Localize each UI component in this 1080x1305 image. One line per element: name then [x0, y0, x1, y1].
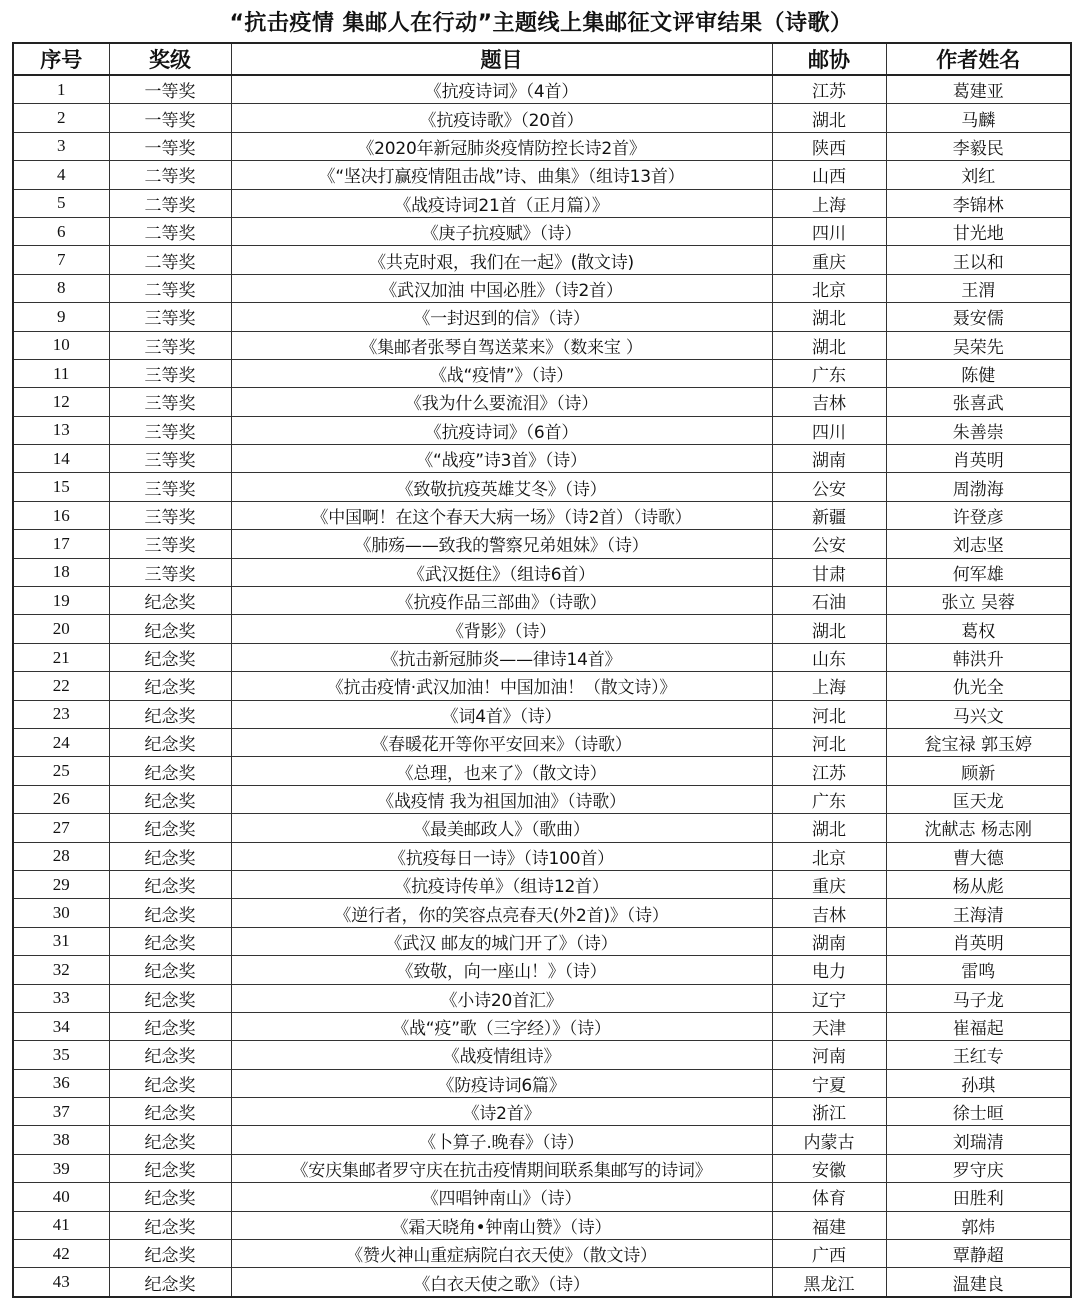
cell-association: 公安 — [772, 473, 886, 501]
cell-award: 三等奖 — [109, 530, 231, 558]
column-header-index: 序号 — [13, 43, 109, 75]
cell-title: 《战疫诗词21首（正月篇）》 — [231, 189, 772, 217]
table-row — [13, 984, 1071, 1012]
cell-author: 王红专 — [886, 1041, 1071, 1069]
cell-title: 《2020年新冠肺炎疫情防控长诗2首》 — [231, 132, 772, 160]
cell-author: 甘光地 — [886, 217, 1071, 245]
table-row — [13, 359, 1071, 387]
cell-index: 12 — [13, 388, 109, 416]
table-row — [13, 75, 1071, 104]
cell-association: 四川 — [772, 217, 886, 245]
cell-index: 2 — [13, 104, 109, 132]
document-title: “抗击疫情 集邮人在行动”主题线上集邮征文评审结果（诗歌） — [229, 11, 853, 36]
cell-title: 《战疫情组诗》 — [231, 1041, 772, 1069]
table-row — [13, 1211, 1071, 1239]
cell-author: 陈健 — [886, 359, 1071, 387]
cell-title: 《武汉 邮友的城门开了》（诗） — [231, 927, 772, 955]
cell-author: 张喜武 — [886, 388, 1071, 416]
cell-association: 内蒙古 — [772, 1126, 886, 1154]
cell-title: 《抗疫诗传单》（组诗12首） — [231, 870, 772, 898]
cell-association: 甘肃 — [772, 558, 886, 586]
cell-author: 仇光全 — [886, 672, 1071, 700]
cell-index: 15 — [13, 473, 109, 501]
column-header-title: 题目 — [231, 43, 772, 75]
cell-award: 纪念奖 — [109, 927, 231, 955]
cell-index: 42 — [13, 1240, 109, 1268]
table-row — [13, 530, 1071, 558]
header-row — [13, 43, 1071, 75]
cell-title: 《致敬抗疫英雄艾冬》（诗） — [231, 473, 772, 501]
cell-author: 沈献志 杨志刚 — [886, 814, 1071, 842]
cell-award: 纪念奖 — [109, 870, 231, 898]
cell-association: 北京 — [772, 274, 886, 302]
cell-author: 葛建亚 — [886, 75, 1071, 104]
cell-title: 《赞火神山重症病院白衣天使》（散文诗） — [231, 1240, 772, 1268]
cell-award: 纪念奖 — [109, 1069, 231, 1097]
cell-index: 14 — [13, 445, 109, 473]
table-row — [13, 189, 1071, 217]
cell-award: 纪念奖 — [109, 1098, 231, 1126]
cell-author: 朱善崇 — [886, 416, 1071, 444]
cell-award: 二等奖 — [109, 217, 231, 245]
table-row — [13, 672, 1071, 700]
cell-author: 许登彦 — [886, 501, 1071, 529]
table-row — [13, 445, 1071, 473]
cell-index: 8 — [13, 274, 109, 302]
cell-index: 36 — [13, 1069, 109, 1097]
cell-award: 一等奖 — [109, 75, 231, 104]
cell-award: 纪念奖 — [109, 587, 231, 615]
cell-title: 《抗疫作品三部曲》（诗歌） — [231, 587, 772, 615]
cell-author: 雷鸣 — [886, 956, 1071, 984]
cell-association: 福建 — [772, 1211, 886, 1239]
cell-index: 9 — [13, 303, 109, 331]
cell-index: 6 — [13, 217, 109, 245]
cell-award: 三等奖 — [109, 331, 231, 359]
cell-author: 郭炜 — [886, 1211, 1071, 1239]
cell-index: 11 — [13, 359, 109, 387]
cell-award: 纪念奖 — [109, 984, 231, 1012]
cell-award: 三等奖 — [109, 388, 231, 416]
table-row — [13, 728, 1071, 756]
table-row — [13, 1240, 1071, 1268]
cell-association: 河南 — [772, 1041, 886, 1069]
cell-index: 13 — [13, 416, 109, 444]
cell-award: 三等奖 — [109, 416, 231, 444]
cell-title: 《战“疫”歌（三字经）》（诗） — [231, 1012, 772, 1040]
cell-association: 黑龙江 — [772, 1268, 886, 1297]
cell-award: 纪念奖 — [109, 1268, 231, 1297]
cell-index: 24 — [13, 728, 109, 756]
cell-index: 32 — [13, 956, 109, 984]
cell-index: 27 — [13, 814, 109, 842]
column-header-association: 邮协 — [772, 43, 886, 75]
cell-award: 一等奖 — [109, 104, 231, 132]
cell-index: 29 — [13, 870, 109, 898]
cell-association: 河北 — [772, 728, 886, 756]
cell-author: 刘瑞清 — [886, 1126, 1071, 1154]
cell-title: 《总理，也来了》（散文诗） — [231, 757, 772, 785]
cell-index: 17 — [13, 530, 109, 558]
cell-index: 21 — [13, 643, 109, 671]
cell-index: 38 — [13, 1126, 109, 1154]
cell-association: 宁夏 — [772, 1069, 886, 1097]
cell-award: 三等奖 — [109, 359, 231, 387]
cell-index: 33 — [13, 984, 109, 1012]
table-row — [13, 161, 1071, 189]
cell-association: 重庆 — [772, 870, 886, 898]
cell-author: 李锦林 — [886, 189, 1071, 217]
table-row — [13, 615, 1071, 643]
cell-association: 吉林 — [772, 388, 886, 416]
table-row — [13, 870, 1071, 898]
cell-author: 曹大德 — [886, 842, 1071, 870]
cell-author: 肖英明 — [886, 445, 1071, 473]
table-row — [13, 303, 1071, 331]
cell-index: 4 — [13, 161, 109, 189]
cell-title: 《抗疫诗词》（6首） — [231, 416, 772, 444]
cell-author: 马子龙 — [886, 984, 1071, 1012]
table-row — [13, 246, 1071, 274]
cell-award: 纪念奖 — [109, 1240, 231, 1268]
cell-award: 一等奖 — [109, 132, 231, 160]
cell-author: 肖英明 — [886, 927, 1071, 955]
table-row — [13, 814, 1071, 842]
cell-author: 温建良 — [886, 1268, 1071, 1297]
cell-title: 《词4首》（诗） — [231, 700, 772, 728]
cell-title: 《“战疫”诗3首》（诗） — [231, 445, 772, 473]
cell-award: 纪念奖 — [109, 643, 231, 671]
cell-author: 葛权 — [886, 615, 1071, 643]
cell-association: 上海 — [772, 189, 886, 217]
cell-title: 《春暖花开等你平安回来》（诗歌） — [231, 728, 772, 756]
cell-award: 纪念奖 — [109, 672, 231, 700]
cell-index: 20 — [13, 615, 109, 643]
cell-award: 纪念奖 — [109, 1012, 231, 1040]
cell-association: 公安 — [772, 530, 886, 558]
cell-title: 《四唱钟南山》（诗） — [231, 1183, 772, 1211]
cell-association: 上海 — [772, 672, 886, 700]
cell-award: 二等奖 — [109, 246, 231, 274]
table-row — [13, 899, 1071, 927]
cell-title: 《卜算子.晚春》（诗） — [231, 1126, 772, 1154]
cell-title: 《抗疫诗歌》（20首） — [231, 104, 772, 132]
cell-title: 《抗疫诗词》（4首） — [231, 75, 772, 104]
cell-author: 刘志坚 — [886, 530, 1071, 558]
column-header-award: 奖级 — [109, 43, 231, 75]
table-row — [13, 331, 1071, 359]
cell-title: 《武汉挺住》（组诗6首） — [231, 558, 772, 586]
table-row — [13, 1012, 1071, 1040]
cell-title: 《安庆集邮者罗守庆在抗击疫情期间联系集邮写的诗词》 — [231, 1154, 772, 1182]
cell-title: 《白衣天使之歌》（诗） — [231, 1268, 772, 1297]
cell-title: 《庚子抗疫赋》（诗） — [231, 217, 772, 245]
cell-award: 纪念奖 — [109, 814, 231, 842]
table-row — [13, 927, 1071, 955]
cell-award: 三等奖 — [109, 501, 231, 529]
cell-association: 江苏 — [772, 757, 886, 785]
cell-association: 广西 — [772, 1240, 886, 1268]
table-row — [13, 1183, 1071, 1211]
cell-index: 41 — [13, 1211, 109, 1239]
cell-title: 《中国啊！在这个春天大病一场》（诗2首）（诗歌） — [231, 501, 772, 529]
cell-award: 纪念奖 — [109, 1041, 231, 1069]
cell-index: 39 — [13, 1154, 109, 1182]
table-row — [13, 274, 1071, 302]
cell-title: 《逆行者，你的笑容点亮春天(外2首)》（诗） — [231, 899, 772, 927]
results-document — [12, 6, 1070, 1298]
cell-award: 纪念奖 — [109, 728, 231, 756]
cell-association: 体育 — [772, 1183, 886, 1211]
cell-index: 26 — [13, 785, 109, 813]
cell-index: 3 — [13, 132, 109, 160]
table-row — [13, 1098, 1071, 1126]
cell-association: 重庆 — [772, 246, 886, 274]
cell-association: 安徽 — [772, 1154, 886, 1182]
cell-title: 《战“疫情”》（诗） — [231, 359, 772, 387]
cell-title: 《致敬，向一座山！》（诗） — [231, 956, 772, 984]
cell-title: 《最美邮政人》（歌曲） — [231, 814, 772, 842]
cell-index: 35 — [13, 1041, 109, 1069]
cell-title: 《我为什么要流泪》（诗） — [231, 388, 772, 416]
cell-index: 18 — [13, 558, 109, 586]
cell-association: 广东 — [772, 785, 886, 813]
table-row — [13, 501, 1071, 529]
cell-index: 31 — [13, 927, 109, 955]
cell-title: 《防疫诗词6篇》 — [231, 1069, 772, 1097]
cell-author: 瓮宝禄 郭玉婷 — [886, 728, 1071, 756]
cell-association: 广东 — [772, 359, 886, 387]
table-header — [13, 43, 1071, 75]
cell-association: 河北 — [772, 700, 886, 728]
cell-title: 《抗疫每日一诗》（诗100首） — [231, 842, 772, 870]
table-row — [13, 1268, 1071, 1297]
table-row — [13, 473, 1071, 501]
cell-author: 吴荣先 — [886, 331, 1071, 359]
cell-association: 陕西 — [772, 132, 886, 160]
cell-author: 刘红 — [886, 161, 1071, 189]
cell-award: 纪念奖 — [109, 700, 231, 728]
cell-title: 《战疫情 我为祖国加油》（诗歌） — [231, 785, 772, 813]
cell-award: 纪念奖 — [109, 1183, 231, 1211]
cell-author: 顾新 — [886, 757, 1071, 785]
cell-index: 37 — [13, 1098, 109, 1126]
cell-author: 王渭 — [886, 274, 1071, 302]
cell-author: 李毅民 — [886, 132, 1071, 160]
cell-association: 新疆 — [772, 501, 886, 529]
table-row — [13, 757, 1071, 785]
table-row — [13, 643, 1071, 671]
cell-award: 三等奖 — [109, 558, 231, 586]
cell-author: 张立 吴蓉 — [886, 587, 1071, 615]
table-row — [13, 1069, 1071, 1097]
cell-award: 纪念奖 — [109, 757, 231, 785]
table-body — [13, 75, 1071, 1297]
cell-award: 三等奖 — [109, 303, 231, 331]
cell-author: 聂安儒 — [886, 303, 1071, 331]
cell-association: 吉林 — [772, 899, 886, 927]
table-row — [13, 1041, 1071, 1069]
cell-award: 二等奖 — [109, 189, 231, 217]
cell-association: 湖北 — [772, 814, 886, 842]
cell-index: 5 — [13, 189, 109, 217]
cell-association: 电力 — [772, 956, 886, 984]
cell-association: 江苏 — [772, 75, 886, 104]
cell-title: 《小诗20首汇》 — [231, 984, 772, 1012]
cell-association: 山西 — [772, 161, 886, 189]
cell-title: 《肺殇——致我的警察兄弟姐妹》（诗） — [231, 530, 772, 558]
cell-title: 《“坚决打赢疫情阻击战”诗、曲集》（组诗13首） — [231, 161, 772, 189]
column-header-author: 作者姓名 — [886, 43, 1071, 75]
cell-association: 辽宁 — [772, 984, 886, 1012]
cell-index: 34 — [13, 1012, 109, 1040]
cell-author: 马兴文 — [886, 700, 1071, 728]
cell-author: 何军雄 — [886, 558, 1071, 586]
cell-title: 《一封迟到的信》（诗） — [231, 303, 772, 331]
cell-award: 三等奖 — [109, 445, 231, 473]
table-row — [13, 956, 1071, 984]
cell-title: 《霜天晓角•钟南山赞》（诗） — [231, 1211, 772, 1239]
cell-award: 纪念奖 — [109, 785, 231, 813]
cell-title: 《抗击疫情·武汉加油！中国加油！（散文诗）》 — [231, 672, 772, 700]
cell-index: 30 — [13, 899, 109, 927]
table-row — [13, 388, 1071, 416]
cell-title: 《集邮者张琴自驾送菜来》（数来宝 ） — [231, 331, 772, 359]
cell-index: 10 — [13, 331, 109, 359]
cell-index: 22 — [13, 672, 109, 700]
cell-index: 23 — [13, 700, 109, 728]
cell-association: 湖南 — [772, 927, 886, 955]
table-row — [13, 558, 1071, 586]
cell-author: 田胜利 — [886, 1183, 1071, 1211]
cell-index: 19 — [13, 587, 109, 615]
cell-association: 四川 — [772, 416, 886, 444]
cell-award: 纪念奖 — [109, 1126, 231, 1154]
cell-association: 石油 — [772, 587, 886, 615]
cell-author: 徐士晅 — [886, 1098, 1071, 1126]
cell-title: 《共克时艰，我们在一起》(散文诗) — [231, 246, 772, 274]
table-row — [13, 1154, 1071, 1182]
cell-award: 三等奖 — [109, 473, 231, 501]
cell-index: 43 — [13, 1268, 109, 1297]
table-row — [13, 842, 1071, 870]
table-row — [13, 785, 1071, 813]
table-row — [13, 132, 1071, 160]
cell-association: 天津 — [772, 1012, 886, 1040]
cell-author: 杨从彪 — [886, 870, 1071, 898]
cell-association: 湖北 — [772, 303, 886, 331]
cell-association: 湖北 — [772, 104, 886, 132]
cell-award: 纪念奖 — [109, 956, 231, 984]
cell-title: 《背影》（诗） — [231, 615, 772, 643]
cell-author: 王以和 — [886, 246, 1071, 274]
cell-association: 浙江 — [772, 1098, 886, 1126]
table-row — [13, 104, 1071, 132]
cell-award: 纪念奖 — [109, 1154, 231, 1182]
table-row — [13, 1126, 1071, 1154]
cell-title: 《抗击新冠肺炎——律诗14首》 — [231, 643, 772, 671]
cell-author: 马麟 — [886, 104, 1071, 132]
cell-award: 纪念奖 — [109, 899, 231, 927]
cell-association: 山东 — [772, 643, 886, 671]
cell-association: 北京 — [772, 842, 886, 870]
cell-association: 湖北 — [772, 331, 886, 359]
cell-author: 韩洪升 — [886, 643, 1071, 671]
cell-association: 湖北 — [772, 615, 886, 643]
cell-author: 覃静超 — [886, 1240, 1071, 1268]
cell-author: 周渤海 — [886, 473, 1071, 501]
cell-index: 40 — [13, 1183, 109, 1211]
cell-index: 25 — [13, 757, 109, 785]
cell-author: 崔福起 — [886, 1012, 1071, 1040]
cell-award: 二等奖 — [109, 274, 231, 302]
cell-title: 《诗2首》 — [231, 1098, 772, 1126]
cell-award: 纪念奖 — [109, 615, 231, 643]
cell-award: 二等奖 — [109, 161, 231, 189]
cell-award: 纪念奖 — [109, 842, 231, 870]
cell-index: 1 — [13, 75, 109, 104]
cell-index: 7 — [13, 246, 109, 274]
cell-author: 罗守庆 — [886, 1154, 1071, 1182]
results-table — [12, 42, 1072, 1298]
cell-award: 纪念奖 — [109, 1211, 231, 1239]
cell-author: 孙琪 — [886, 1069, 1071, 1097]
cell-title: 《武汉加油 中国必胜》（诗2首） — [231, 274, 772, 302]
cell-association: 湖南 — [772, 445, 886, 473]
table-row — [13, 587, 1071, 615]
cell-index: 28 — [13, 842, 109, 870]
cell-author: 王海清 — [886, 899, 1071, 927]
cell-author: 匡天龙 — [886, 785, 1071, 813]
table-row — [13, 217, 1071, 245]
table-row — [13, 416, 1071, 444]
cell-index: 16 — [13, 501, 109, 529]
table-row — [13, 700, 1071, 728]
